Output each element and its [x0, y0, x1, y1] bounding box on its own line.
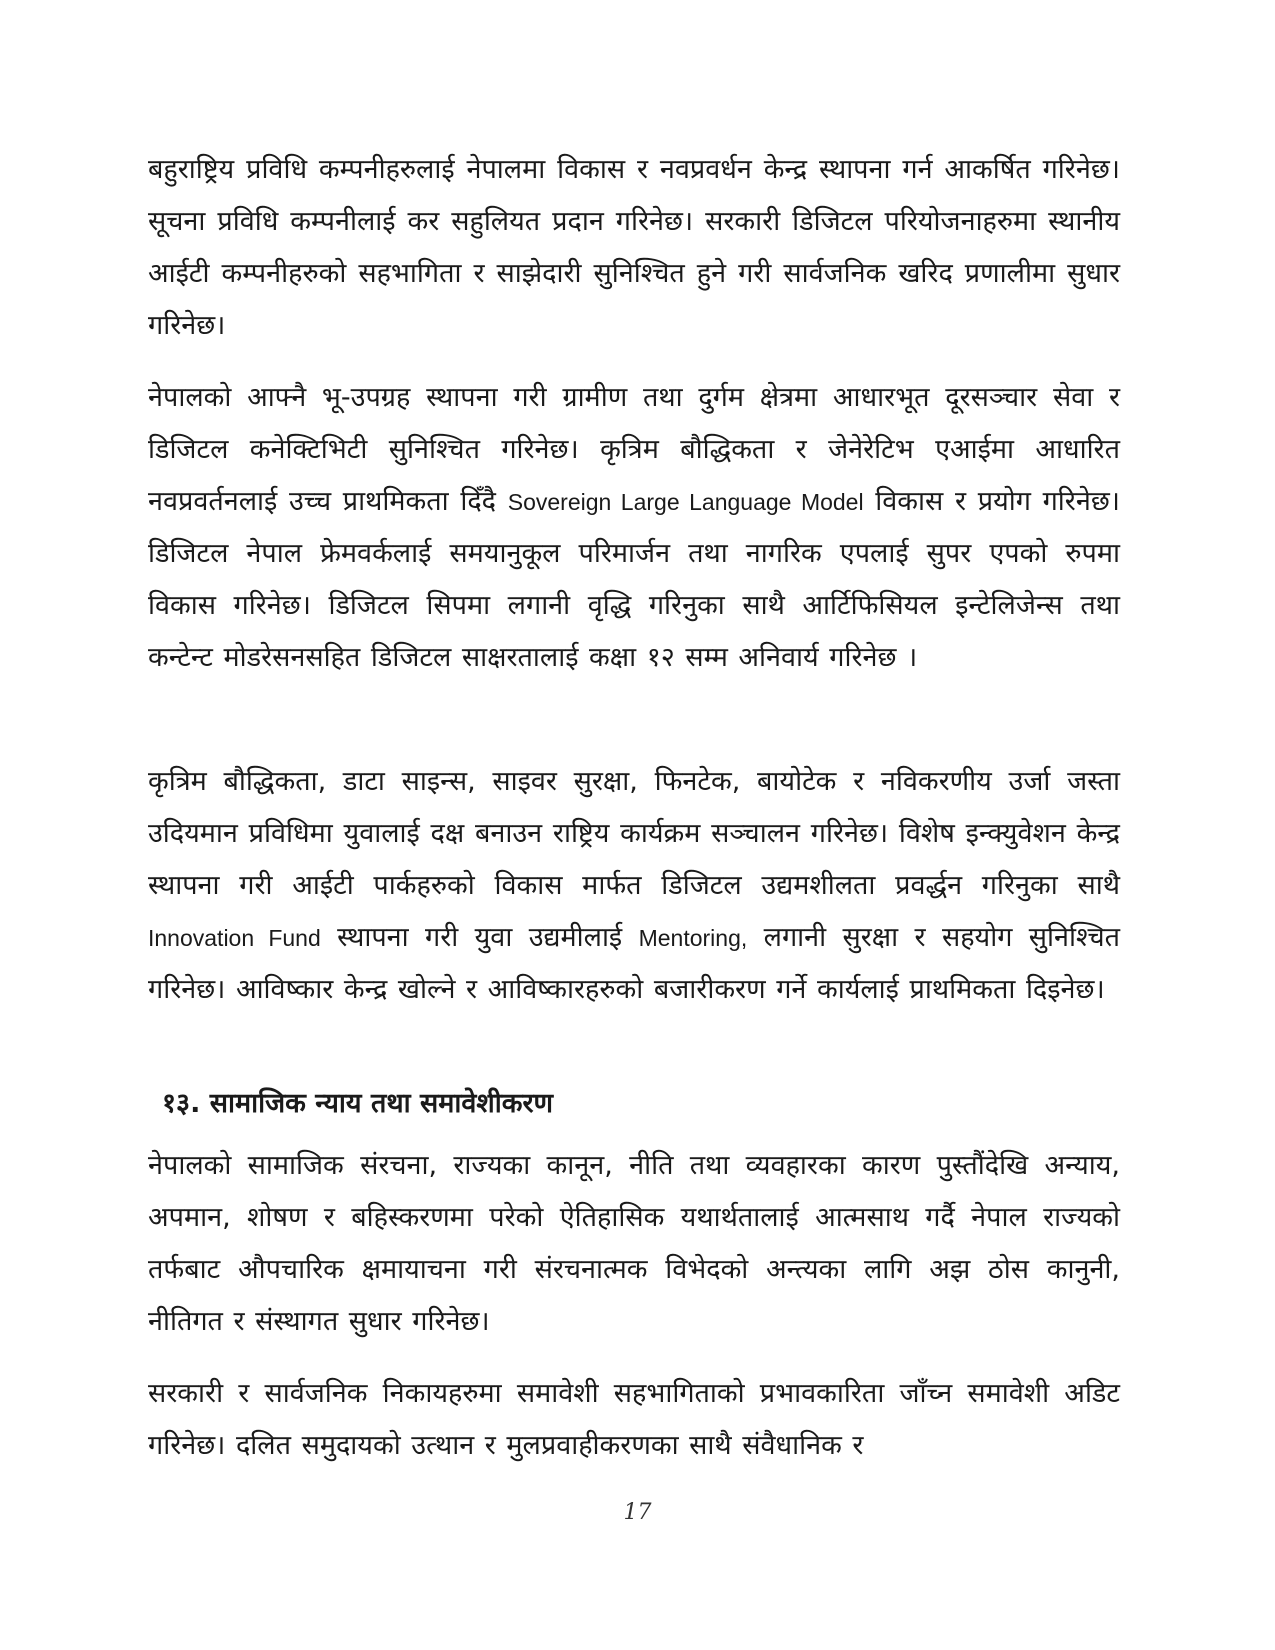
paragraph-text: नेपालको आफ्नै भू-उपग्रह स्थापना गरी ग्रामीण तथा दुर्गम क्षेत्रमा आधारभूत दूरसञ्चार सेवा र डिजिटल कनेक्टिभिटी सुनिश्चित गरिनेछ। कृत्रिम बौद्धिकता र जेनेरेटिभ एआईमा आधारित नवप्रवर्तनलाई उच्च प्राथमिकता दिँदै — [148, 382, 1120, 517]
paragraph-inclusion-audit — [148, 1368, 1120, 1472]
section-heading: १३. सामाजिक न्याय तथा समावेशीकरण — [162, 1088, 554, 1119]
paragraph-text: स्थापना गरी युवा उद्यमीलाई — [337, 922, 623, 953]
page-number: 17 — [623, 1500, 652, 1525]
paragraph-emerging-tech — [148, 756, 1120, 1016]
paragraph-text: सरकारी र सार्वजनिक निकायहरुमा समावेशी सहभागिताको प्रभावकारिता जाँच्न समावेशी अडिट गरिनेछ। दलित समुदायको उत्थान र मुलप्रवाहीकरणका साथै संवैधानिक र — [148, 1378, 1120, 1461]
paragraph-satellite-ai — [148, 372, 1120, 684]
paragraph-tech-companies — [148, 144, 1120, 352]
english-term: Mentoring, — [638, 925, 748, 951]
paragraph-text: नेपालको सामाजिक संरचना, राज्यका कानून, नीति तथा व्यवहारका कारण पुस्तौंदेखि अन्याय, अपमान, शोषण र बहिस्करणमा परेको ऐतिहासिक यथार्थतालाई आत्मसाथ गर्दै नेपाल राज्यको तर्फबाट औपचारिक क्षमायाचना गरी संरचनात्मक विभेदको अन्त्यका लागि अझ ठोस कानुनी, नीतिगत र संस्थागत सुधार गरिनेछ। — [148, 1150, 1120, 1337]
paragraph-text: लगानी सुरक्षा र सहयोग सुनिश्चित गरिनेछ। आविष्कार केन्द्र खोल्ने र आविष्कारहरुको बजारीकरण गर्ने कार्यलाई प्राथमिकता दिइनेछ। — [148, 922, 1121, 1005]
english-term: Innovation Fund — [148, 925, 321, 951]
english-term: Sovereign Large Language Model — [507, 489, 864, 515]
paragraph-text: विकास र प्रयोग गरिनेछ। डिजिटल नेपाल फ्रेमवर्कलाई समयानुकूल परिमार्जन तथा नागरिक एपलाई सुपर एपको रुपमा विकास गरिनेछ। डिजिटल सिपमा लगानी वृद्धि गरिनुका साथै आर्टिफिसियल इन्टेलिजेन्स तथा कन्टेन्ट मोडरेसनसहित डिजिटल साक्षरतालाई कक्षा १२ सम्म अनिवार्य गरिनेछ । — [148, 486, 1120, 673]
paragraph-text: कृत्रिम बौद्धिकता, डाटा साइन्स, साइवर सुरक्षा, फिनटेक, बायोटेक र नविकरणीय उर्जा जस्ता उदियमान प्रविधिमा युवालाई दक्ष बनाउन राष्ट्रिय कार्यक्रम सञ्चालन गरिनेछ। विशेष इन्क्युवेशन केन्द्र स्थापना गरी आईटी पार्कहरुको विकास मार्फत डिजिटल उद्यमशीलता प्रवर्द्धन गरिनुका साथै — [148, 766, 1120, 901]
paragraph-social-justice — [148, 1140, 1120, 1348]
paragraph-text: बहुराष्ट्रिय प्रविधि कम्पनीहरुलाई नेपालमा विकास र नवप्रवर्धन केन्द्र स्थापना गर्न आकर्षित गरिनेछ। सूचना प्रविधि कम्पनीलाई कर सहुलियत प्रदान गरिनेछ। सरकारी डिजिटल परियोजनाहरुमा स्थानीय आईटी कम्पनीहरुको सहभागिता र साझेदारी सुनिश्चित हुने गरी सार्वजनिक खरिद प्रणालीमा सुधार गरिनेछ। — [148, 154, 1120, 341]
